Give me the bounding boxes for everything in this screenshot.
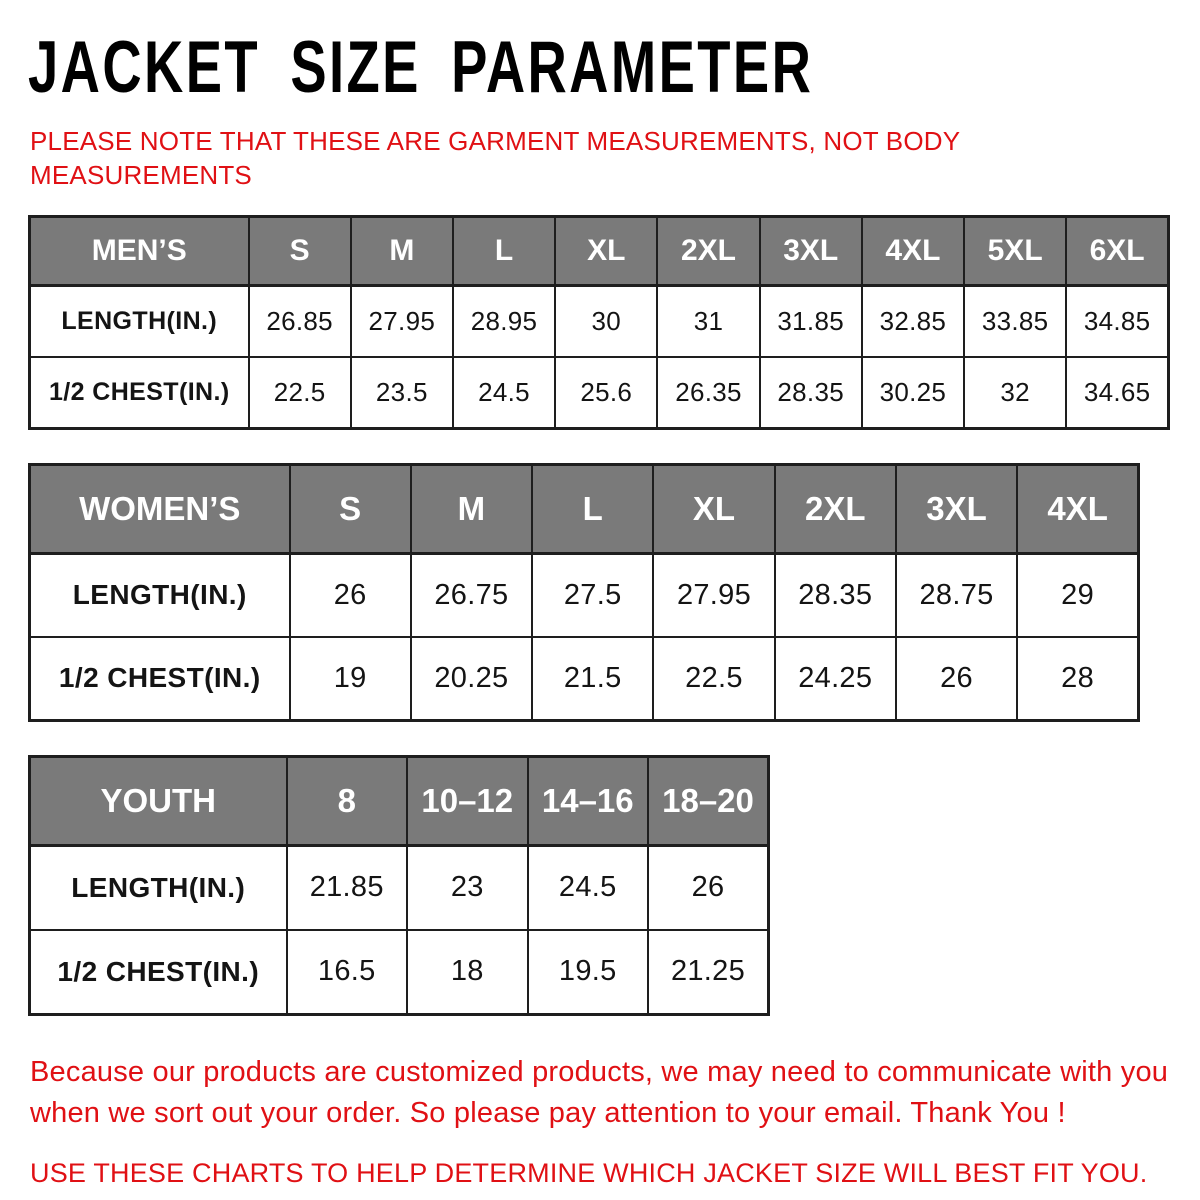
page-title: JACKET SIZE PARAMETER <box>28 26 814 109</box>
measurement-value-cell: 30 <box>555 285 657 357</box>
measurement-value-cell: 27.95 <box>351 285 453 357</box>
mens-size-header-cell: 5XL <box>964 216 1066 285</box>
mens-header-row <box>30 216 1169 285</box>
womens-table-title-cell: WOMEN’S <box>30 464 290 553</box>
measurement-value-cell: 22.5 <box>653 637 774 721</box>
measurement-value-cell: 24.5 <box>528 845 649 930</box>
measurement-value-cell: 30.25 <box>862 357 964 429</box>
womens-size-header-cell: 4XL <box>1017 464 1138 553</box>
mens-size-header-cell: 4XL <box>862 216 964 285</box>
measurement-value-cell: 25.6 <box>555 357 657 429</box>
womens-header-row <box>30 464 1139 553</box>
measurement-value-cell: 34.65 <box>1066 357 1168 429</box>
measurement-value-cell: 21.5 <box>532 637 653 721</box>
size-tables-container <box>28 215 1172 1016</box>
mens-size-header-cell: M <box>351 216 453 285</box>
measurement-value-cell: 27.5 <box>532 553 653 637</box>
measurement-value-cell: 29 <box>1017 553 1138 637</box>
measurement-value-cell: 28.35 <box>760 357 862 429</box>
fit-guidance-note: USE THESE CHARTS TO HELP DETERMINE WHICH JACKET SIZE WILL BEST FIT YOU. <box>30 1157 1148 1188</box>
youth-size-header-cell: 8 <box>287 756 408 845</box>
measurement-value-cell: 22.5 <box>249 357 351 429</box>
measurement-value-cell: 24.5 <box>453 357 555 429</box>
measurement-value-cell: 23 <box>407 845 528 930</box>
womens-size-header-cell: 2XL <box>775 464 896 553</box>
youth-size-header-cell: 18–20 <box>648 756 769 845</box>
womens-size-header-cell: M <box>411 464 532 553</box>
womens-size-header-cell: S <box>290 464 411 553</box>
measurement-value-cell: 28.95 <box>453 285 555 357</box>
measurement-value-cell: 28.75 <box>896 553 1017 637</box>
measurement-value-cell: 28.35 <box>775 553 896 637</box>
youth-measurement-row <box>30 930 769 1015</box>
womens-size-table <box>28 463 1140 722</box>
mens-size-header-cell: XL <box>555 216 657 285</box>
mens-size-header-cell: 3XL <box>760 216 862 285</box>
mens-size-header-cell: 2XL <box>657 216 759 285</box>
measurement-value-cell: 26.75 <box>411 553 532 637</box>
measurement-value-cell: 24.25 <box>775 637 896 721</box>
youth-size-header-cell: 14–16 <box>528 756 649 845</box>
measurement-value-cell: 26.35 <box>657 357 759 429</box>
measurement-value-cell: 32 <box>964 357 1066 429</box>
womens-measurement-row <box>30 637 1139 721</box>
measurement-value-cell: 18 <box>407 930 528 1015</box>
measurement-value-cell: 26 <box>896 637 1017 721</box>
youth-size-header-cell: 10–12 <box>407 756 528 845</box>
measurement-value-cell: 19.5 <box>528 930 649 1015</box>
measurement-row-label: LENGTH(IN.) <box>30 845 287 930</box>
mens-size-header-cell: 6XL <box>1066 216 1168 285</box>
womens-size-header-cell: XL <box>653 464 774 553</box>
measurement-row-label: 1/2 CHEST(IN.) <box>30 637 290 721</box>
mens-size-header-cell: L <box>453 216 555 285</box>
measurement-value-cell: 26 <box>648 845 769 930</box>
measurement-row-label: 1/2 CHEST(IN.) <box>30 357 249 429</box>
measurement-value-cell: 28 <box>1017 637 1138 721</box>
youth-measurement-row <box>30 845 769 930</box>
measurement-value-cell: 21.25 <box>648 930 769 1015</box>
youth-table-title-cell: YOUTH <box>30 756 287 845</box>
measurement-value-cell: 26 <box>290 553 411 637</box>
measurement-row-label: LENGTH(IN.) <box>30 285 249 357</box>
measurement-value-cell: 20.25 <box>411 637 532 721</box>
measurement-value-cell: 31 <box>657 285 759 357</box>
measurement-value-cell: 33.85 <box>964 285 1066 357</box>
youth-header-row <box>30 756 769 845</box>
measurement-value-cell: 27.95 <box>653 553 774 637</box>
measurement-value-cell: 21.85 <box>287 845 408 930</box>
measurement-row-label: LENGTH(IN.) <box>30 553 290 637</box>
measurement-value-cell: 34.85 <box>1066 285 1168 357</box>
mens-measurement-row <box>30 285 1169 357</box>
customization-notice: Because our products are customized products, we may need to communicate with you when we sort out your order. So please pay attention to your email. Thank You ! <box>30 1055 1169 1129</box>
measurement-value-cell: 32.85 <box>862 285 964 357</box>
measurement-value-cell: 26.85 <box>249 285 351 357</box>
measurement-value-cell: 23.5 <box>351 357 453 429</box>
mens-size-table <box>28 215 1170 430</box>
mens-table-title-cell: MEN’S <box>30 216 249 285</box>
measurement-value-cell: 16.5 <box>287 930 408 1015</box>
garment-measurement-note: PLEASE NOTE THAT THESE ARE GARMENT MEASUREMENTS, NOT BODY MEASUREMENTS <box>30 126 960 191</box>
measurement-value-cell: 19 <box>290 637 411 721</box>
womens-measurement-row <box>30 553 1139 637</box>
womens-size-header-cell: L <box>532 464 653 553</box>
youth-size-table <box>28 755 770 1016</box>
mens-measurement-row <box>30 357 1169 429</box>
womens-size-header-cell: 3XL <box>896 464 1017 553</box>
mens-size-header-cell: S <box>249 216 351 285</box>
measurement-value-cell: 31.85 <box>760 285 862 357</box>
measurement-row-label: 1/2 CHEST(IN.) <box>30 930 287 1015</box>
